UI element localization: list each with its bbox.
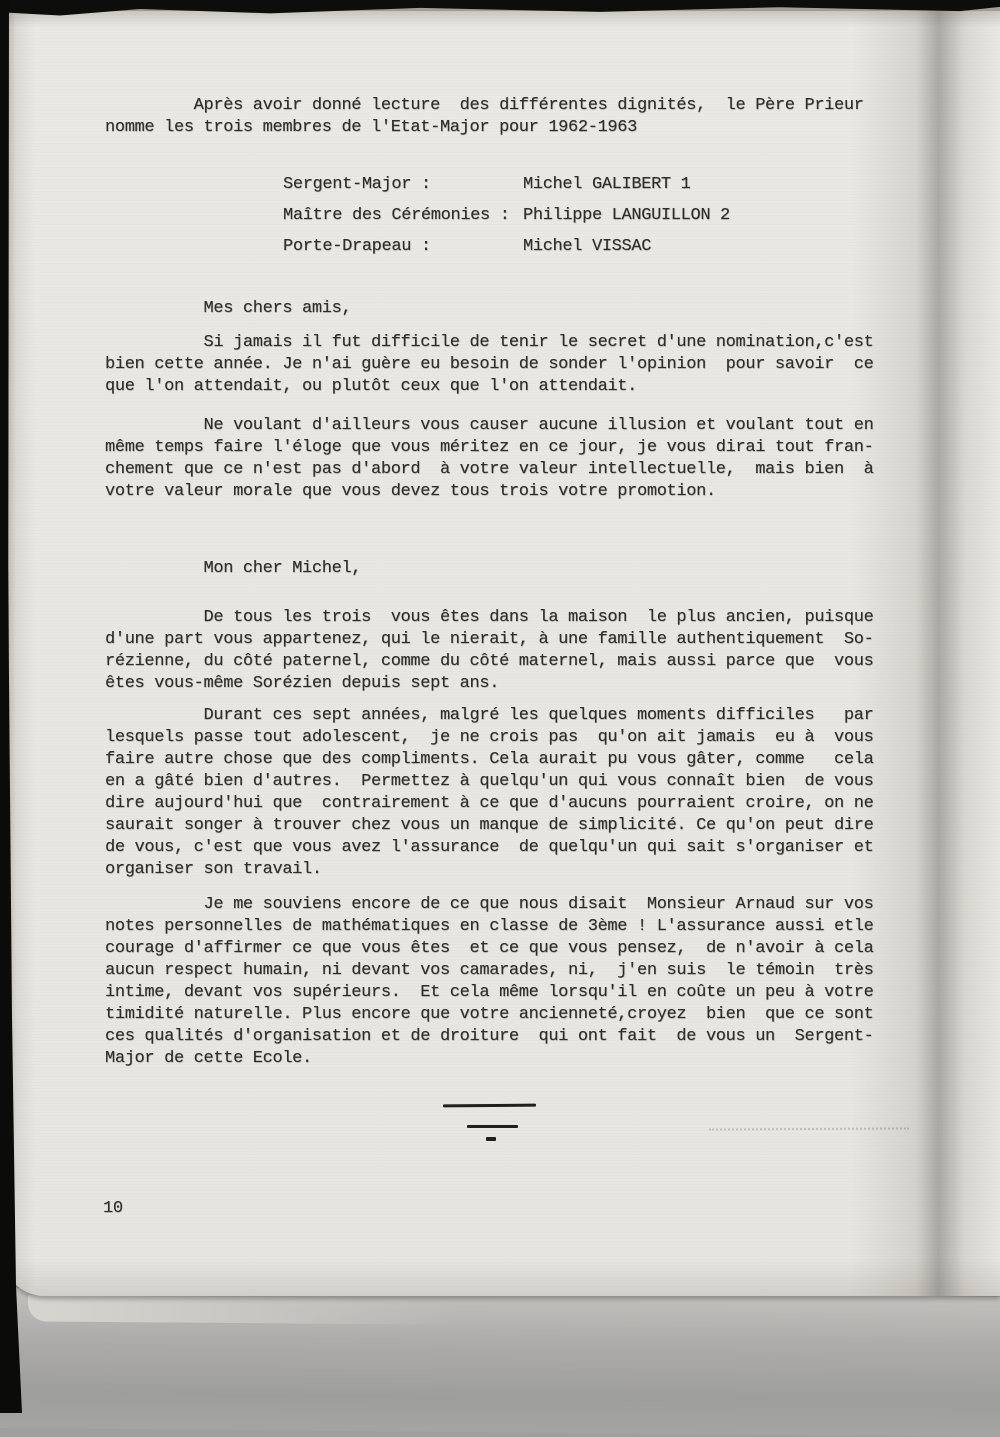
- divider-dash-short: [486, 1137, 496, 1141]
- text-line: chement que ce n'est pas d'abord à votre valeur intellectuelle, mais bien à: [105, 460, 874, 479]
- roster: [283, 169, 730, 262]
- text-line: organiser son travail.: [105, 860, 322, 879]
- roster-role: Sergent-Major :: [283, 175, 431, 194]
- text-line: Mon cher Michel,: [105, 559, 362, 578]
- roster-row: [283, 200, 730, 231]
- text-line: saurait songer à trouver chez vous un manque de simplicité. Ce qu'on peut dire: [105, 816, 874, 835]
- paragraph-je-me-souviens: [105, 894, 873, 1070]
- text-line: notes personnelles de mathématiques en classe de 3ème ! L'assurance aussi etle: [105, 917, 874, 936]
- salutation-mon-cher-michel: [105, 558, 361, 580]
- paragraph-si-jamais: [105, 332, 873, 398]
- divider-dash-long: [443, 1104, 536, 1108]
- text-line: Si jamais il fut difficile de tenir le secret d'une nomination,c'est: [105, 333, 874, 352]
- text-line: même temps faire l'éloge que vous méritez en ce jour, je vous dirai tout fran-: [105, 438, 874, 457]
- paragraph-ne-voulant: [105, 415, 873, 503]
- roster-role: Porte-Drapeau :: [283, 237, 431, 256]
- roster-row: [283, 169, 730, 200]
- underlying-page-edge: [28, 1295, 458, 1324]
- text-line: Durant ces sept années, malgré les quelques moments difficiles par: [105, 706, 874, 725]
- paragraph-intro: [105, 95, 864, 139]
- text-line: rézienne, du côté paternel, comme du côté maternel, mais aussi parce que vous: [105, 652, 874, 671]
- page-number: 10: [103, 1199, 123, 1218]
- faint-pencil-marks: [709, 1127, 909, 1133]
- roster-role: Maître des Cérémonies :: [283, 206, 510, 225]
- salutation-mes-chers-amis: [105, 298, 351, 320]
- text-line: en a gâté bien d'autres. Permettez à quelqu'un qui vous connaît bien de vous: [105, 772, 874, 791]
- text-line: lesquels passe tout adolescent, je ne crois pas qu'on ait jamais eu à vous: [105, 728, 874, 747]
- text-line: faire autre chose que des compliments. Cela aurait pu vous gâter, comme cela: [105, 750, 874, 769]
- text-line: votre valeur morale que vous devez tous trois votre promotion.: [105, 482, 716, 501]
- text-line: Je me souviens encore de ce que nous disait Monsieur Arnaud sur vos: [105, 895, 874, 914]
- text-line: Major de cette Ecole.: [105, 1049, 312, 1068]
- text-line: dire aujourd'hui que contrairement à ce que d'aucuns pourraient croire, on ne: [105, 794, 874, 813]
- text-line: bien cette année. Je n'ai guère eu besoin de sonder l'opinion pour savoir ce: [105, 355, 874, 374]
- roster-name: Philippe LANGUILLON 2: [523, 206, 730, 225]
- divider-dash-medium: [467, 1125, 518, 1128]
- text-line: ces qualités d'organisation et de droiture qui ont fait de vous un Sergent-: [105, 1027, 874, 1046]
- paragraph-durant: [105, 705, 873, 881]
- text-line: Mes chers amis,: [105, 299, 352, 318]
- text-line: courage d'affirmer ce que vous êtes et ce que vous pensez, de n'avoir à cela: [105, 939, 874, 958]
- text-line: êtes vous-même Sorézien depuis sept ans.: [105, 674, 500, 693]
- roster-row: [283, 231, 730, 262]
- roster-name: Michel VISSAC: [523, 237, 652, 256]
- text-line: aucun respect humain, ni devant vos camarades, ni, j'en suis le témoin très: [105, 961, 874, 980]
- paragraph-de-tous: [105, 607, 873, 695]
- text-line: Ne voulant d'ailleurs vous causer aucune illusion et voulant tout en: [105, 416, 874, 435]
- text-line: nomme les trois membres de l'Etat-Major pour 1962-1963: [105, 118, 637, 137]
- text-line: timidité naturelle. Plus encore que votre ancienneté,croyez bien que ce sont: [105, 1005, 874, 1024]
- text-line: de vous, c'est que vous avez l'assurance de quelqu'un qui sait s'organiser et: [105, 838, 874, 857]
- text-line: intime, devant vos supérieurs. Et cela même lorsqu'il en coûte un peu à votre: [105, 983, 874, 1002]
- text-line: De tous les trois vous êtes dans la maison le plus ancien, puisque: [105, 608, 874, 627]
- text-line: d'une part vous appartenez, qui le nierait, à une famille authentiquement So-: [105, 630, 874, 649]
- roster-name: Michel GALIBERT 1: [523, 175, 691, 194]
- scanned-document-page: [9, 11, 1000, 1296]
- text-line: que l'on attendait, ou plutôt ceux que l'on attendait.: [105, 377, 637, 396]
- text-line: Après avoir donné lecture des différentes dignités, le Père Prieur: [105, 96, 864, 115]
